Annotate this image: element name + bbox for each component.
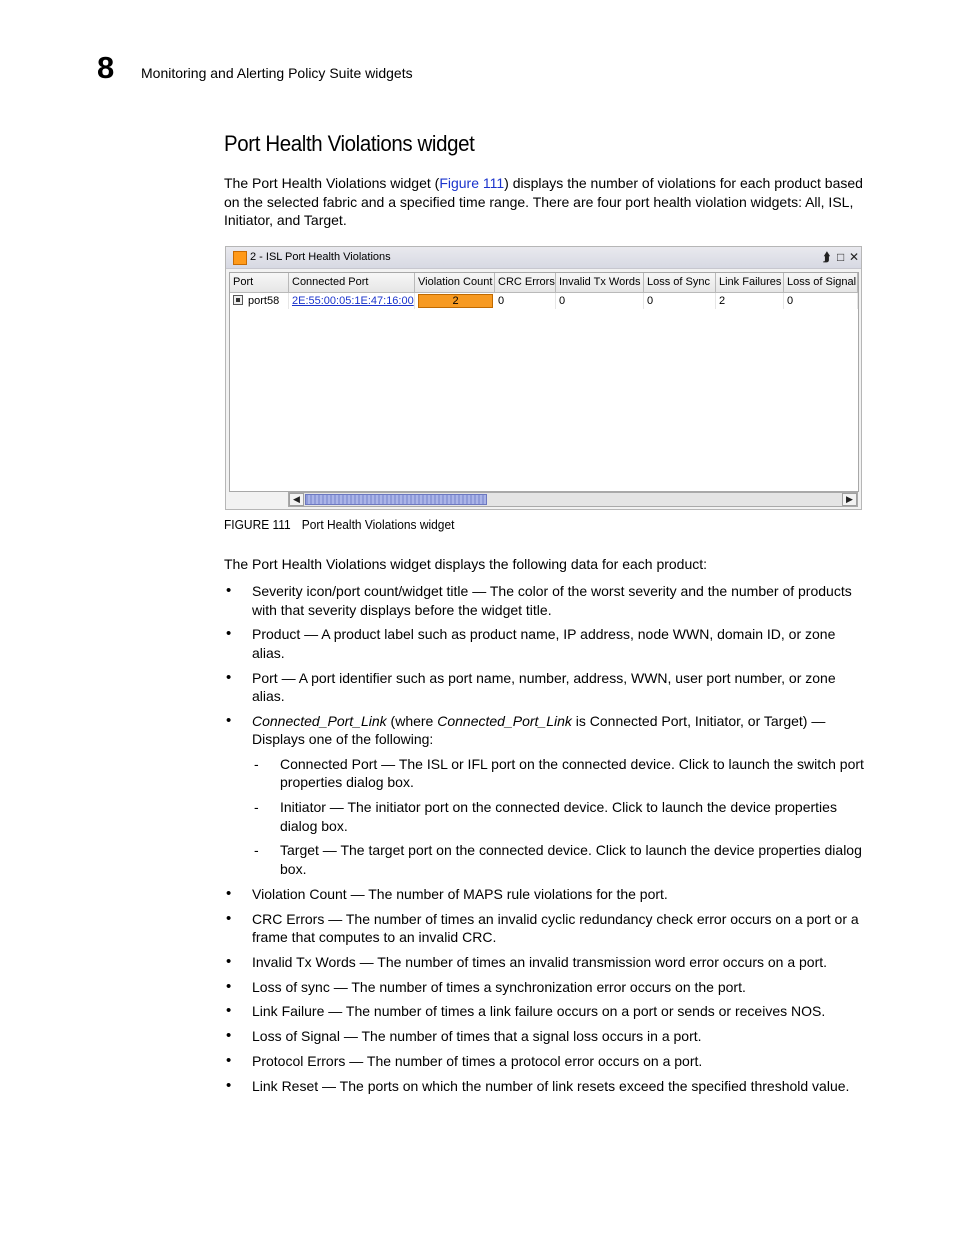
item-term: Invalid Tx Words — [252, 953, 356, 970]
column-header-invalid-tx-words[interactable]: Invalid Tx Words — [556, 273, 644, 293]
port-icon — [233, 295, 243, 305]
item-text: , or — [740, 712, 764, 729]
horizontal-scrollbar[interactable] — [288, 492, 858, 507]
item-text: — The ports on which the number of link resets exceed the specified threshold value. — [318, 1077, 850, 1094]
item-text: is — [571, 712, 590, 729]
cell-link-failures: 2 — [716, 293, 784, 309]
item-text: — The number of times an invalid cyclic redundancy check error occurs on a port or a frame that computes to an invalid CRC. — [252, 910, 859, 946]
port-health-widget — [225, 246, 862, 510]
cell-loss-of-sync: 0 — [644, 293, 716, 309]
cell-port: port58 — [245, 293, 289, 309]
figure-caption — [224, 517, 454, 532]
item-text: — The number of times an invalid transmission word error occurs on a port. — [355, 953, 828, 970]
item-term: Loss of sync — [252, 978, 330, 995]
item-text: — A port identifier such as port name, number, address, WWN, user port number, or zone alias. — [252, 669, 836, 705]
intro-text: widget ( — [386, 175, 440, 191]
lead-term: Port Health Violations — [252, 556, 387, 572]
item-term: Violation Count — [252, 885, 347, 902]
lead-text: The — [224, 556, 253, 572]
column-header-loss-of-signal[interactable]: Loss of Signal — [784, 273, 858, 293]
sub-list-item — [252, 755, 869, 792]
item-text: — The target port on the connected device. Click to launch the device properties dialog box. — [280, 842, 862, 877]
item-text: — The number of MAPS rule violations for the port. — [346, 885, 668, 902]
item-italic: Connected_Port_Link — [437, 712, 572, 729]
sub-list-item — [252, 798, 869, 835]
item-term: Target — [280, 842, 319, 859]
lead-paragraph — [224, 555, 864, 574]
violation-count-cell — [418, 294, 493, 308]
close-icon[interactable]: ✕ — [849, 250, 860, 264]
item-text: — The number of times that a signal loss occurs in a port. — [339, 1028, 702, 1045]
severity-icon — [233, 251, 247, 265]
widget-title-bar — [226, 247, 861, 269]
list-item — [224, 1002, 869, 1021]
item-term: Initiator — [694, 712, 740, 729]
item-text: — The number of times a synchronization error occurs on the port. — [329, 978, 746, 995]
figure-link[interactable]: Figure 111 — [439, 175, 505, 191]
item-text: — The number of times a protocol error occurs on a port. — [345, 1053, 703, 1070]
item-term: Target — [763, 712, 803, 729]
connected-port-link[interactable]: 2E:55:00:05:1E:47:16:00 — [289, 293, 415, 309]
scroll-left-icon[interactable]: ◀ — [289, 493, 304, 506]
intro-text: ) displays the number of violations for each product based on the selected fabric and a specified time range. There are four port health violation widgets: All, ISL, Initiator, and Target. — [224, 175, 863, 228]
list-item — [224, 669, 869, 706]
item-text: — The ISL or IFL port on the connected device. Click to launch the switch port properties dialog box. — [280, 755, 864, 791]
maximize-icon[interactable]: □ — [837, 250, 845, 264]
field-list — [224, 582, 869, 1102]
section-title: Port Health Violations widget — [224, 131, 475, 156]
item-term: Link Failure — [252, 1003, 325, 1020]
column-header-link-failures[interactable]: Link Failures — [716, 273, 784, 293]
column-header-port[interactable]: Port — [230, 273, 289, 293]
collapse-icon[interactable]: ⮭ — [823, 250, 831, 264]
item-text: — The number of times a link failure occurs on a port or sends or receives NOS. — [324, 1003, 826, 1020]
cell-invalid-tx-words: 0 — [556, 293, 644, 309]
item-term: Link Reset — [252, 1077, 319, 1094]
list-item — [224, 885, 869, 904]
column-header-violation-count[interactable]: Violation Count — [415, 273, 495, 293]
list-item — [224, 712, 869, 879]
item-term: Connected Port — [589, 712, 688, 729]
column-header-crc-errors[interactable]: CRC Errors — [495, 273, 556, 293]
list-item — [224, 1077, 869, 1096]
item-text: — A product label such as product name, IP address, node WWN, domain ID, or zone alias. — [252, 626, 836, 661]
list-item — [224, 1027, 869, 1046]
list-item — [224, 953, 869, 972]
item-italic: Connected_Port_Link — [252, 712, 387, 729]
item-term: CRC Errors — [252, 910, 325, 927]
scroll-right-icon[interactable]: ▶ — [842, 493, 857, 506]
intro-term: Port Health Violations — [252, 175, 387, 191]
list-item — [224, 910, 869, 947]
chapter-number: 8 — [97, 50, 115, 85]
list-item — [224, 625, 869, 662]
violation-count-value: 2 — [452, 295, 459, 307]
intro-text: The — [224, 175, 253, 191]
list-item — [224, 978, 869, 997]
item-text: (where — [386, 712, 438, 729]
item-term: Connected Port — [280, 755, 378, 772]
widget-title: 2 - ISL Port Health Violations — [250, 251, 391, 263]
item-text: — The initiator port on the connected device. Click to launch the device properties dialog box. — [280, 799, 837, 834]
item-term: Loss of Signal — [252, 1028, 340, 1045]
chapter-title: Monitoring and Alerting Policy Suite widgets — [141, 65, 413, 81]
cell-crc-errors: 0 — [495, 293, 556, 309]
figure-label: FIGURE 111 — [224, 517, 291, 532]
item-text: , — [687, 712, 695, 729]
scrollbar-thumb[interactable] — [305, 494, 487, 505]
item-text: ) — Displays one of the following: — [252, 712, 826, 748]
intro-paragraph — [224, 174, 864, 230]
item-text: Severity icon/port count/widget title — The color of the worst severity and the number of products with that severity displays before the widget title. — [252, 583, 852, 618]
lead-text: widget displays the following data for each product: — [386, 556, 708, 572]
item-term: Initiator — [280, 799, 326, 816]
figure-caption-text: Port Health Violations widget — [301, 517, 455, 532]
sub-list-item — [252, 841, 869, 878]
list-item — [224, 582, 869, 619]
list-item — [224, 1052, 869, 1071]
cell-loss-of-signal: 0 — [784, 293, 858, 309]
violations-table — [229, 272, 859, 492]
item-term: Port — [252, 669, 278, 686]
column-header-loss-of-sync[interactable]: Loss of Sync — [644, 273, 716, 293]
item-term: Product — [252, 626, 301, 643]
sub-list — [252, 755, 869, 879]
item-term: Protocol Errors — [252, 1053, 346, 1070]
column-header-connected-port[interactable]: Connected Port — [289, 273, 415, 293]
